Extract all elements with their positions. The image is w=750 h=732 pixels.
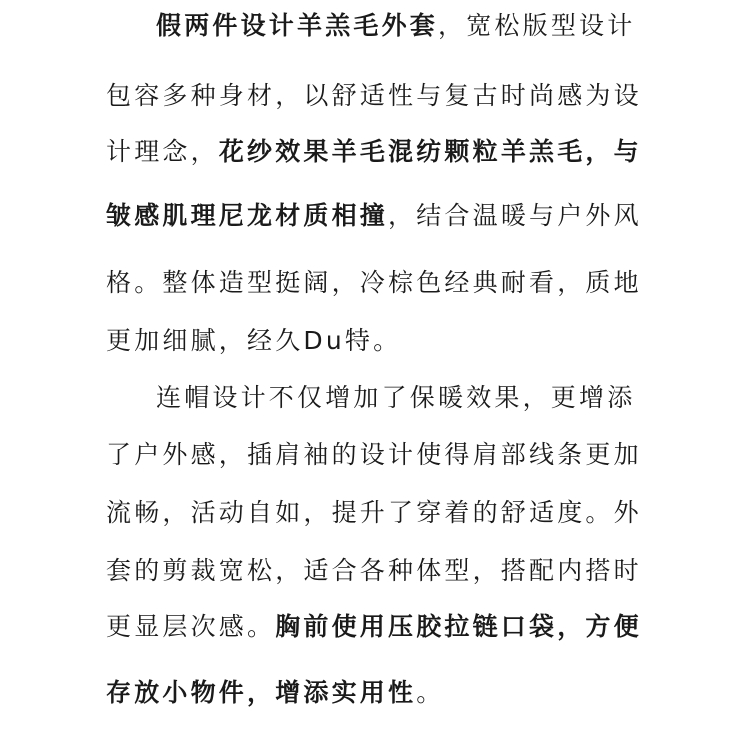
text-line — [106, 81, 651, 111]
text-line — [106, 268, 651, 298]
text-line — [106, 498, 651, 528]
body-text: 了户外感，插肩袖的设计使得肩部线条更加 — [106, 440, 642, 469]
body-text: 格。整体造型挺阔，冷棕色经典耐看，质地 — [106, 268, 642, 297]
text-line — [106, 440, 651, 470]
highlight-text: 皱感肌理尼龙材质相撞 — [106, 201, 389, 230]
text-line — [156, 11, 651, 41]
body-text: ，结合温暖与户外风 — [388, 201, 642, 230]
text-line — [106, 556, 651, 586]
body-text: 连帽设计不仅增加了保暖效果，更增添 — [156, 383, 636, 412]
body-text: 套的剪裁宽松，适合各种体型，搭配内搭时 — [106, 556, 642, 585]
text-line — [156, 383, 651, 413]
body-text: ，宽松版型设计 — [438, 11, 636, 40]
text-line — [106, 137, 651, 167]
body-text: 更显层次感。 — [106, 612, 276, 641]
body-text: 更加细腻，经久Du特。 — [106, 326, 402, 355]
highlight-text: 假两件设计羊羔毛外套 — [156, 11, 439, 40]
body-text: 流畅，活动自如，提升了穿着的舒适度。外 — [106, 498, 642, 527]
text-line — [106, 201, 651, 231]
highlight-text: 存放小物件，增添实用性 — [106, 678, 417, 707]
highlight-text: 花纱效果羊毛混纺颗粒羊羔毛，与 — [218, 137, 642, 166]
text-line — [106, 326, 651, 356]
body-text: 计理念， — [106, 137, 219, 166]
text-line — [106, 612, 651, 642]
body-text: 。 — [416, 678, 445, 707]
body-text: 包容多种身材，以舒适性与复古时尚感为设 — [106, 81, 642, 110]
text-line — [106, 678, 651, 708]
highlight-text: 胸前使用压胶拉链口袋，方便 — [275, 612, 642, 641]
